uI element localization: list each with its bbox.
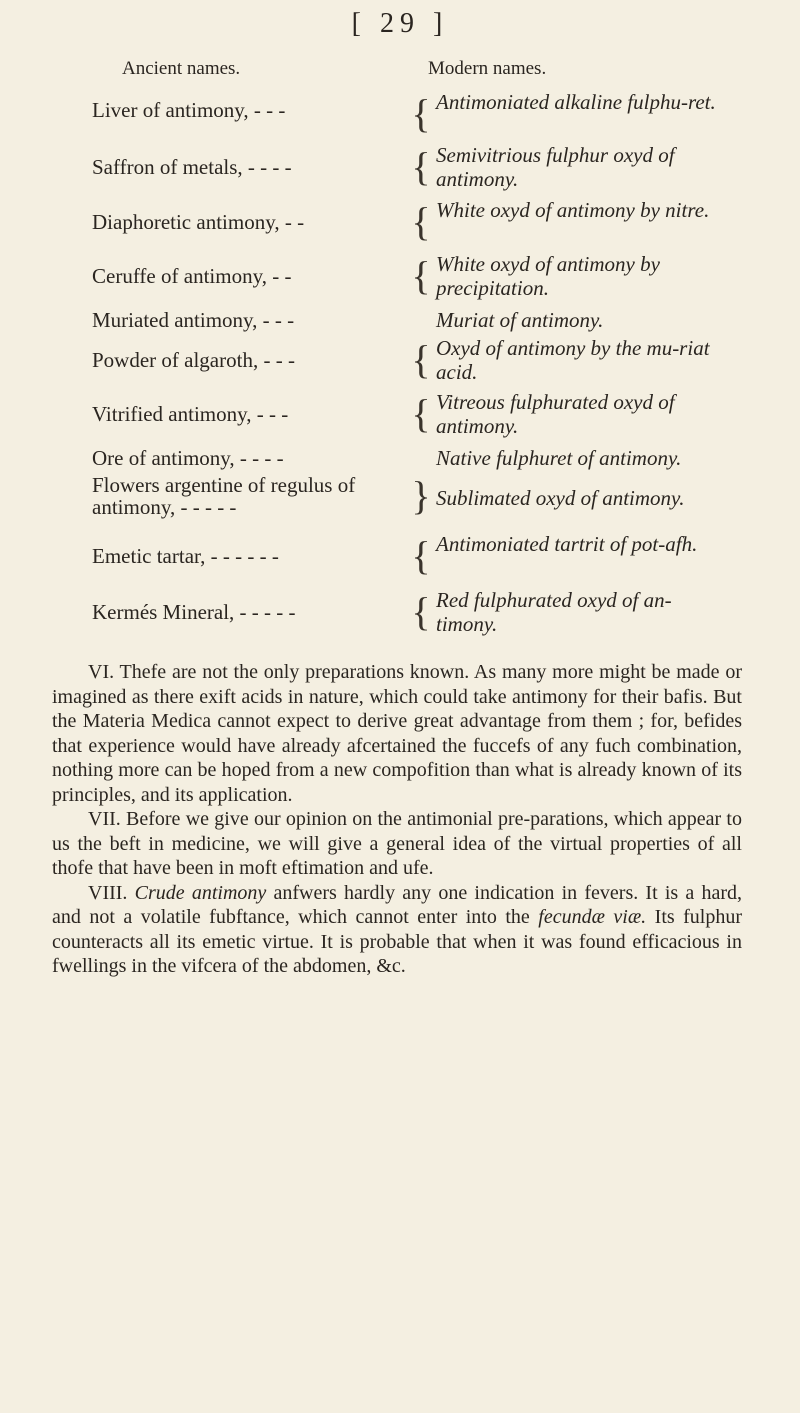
brace-icon: { — [411, 199, 431, 244]
ancient-name: Ceruffe of antimony, - - — [92, 264, 292, 288]
brace-icon: { — [411, 391, 431, 436]
term-crude-antimony: Crude antimony — [134, 881, 267, 904]
ancient-name: Muriated antimony, - - - — [92, 308, 295, 332]
brace-icon: { — [411, 144, 431, 189]
brace-icon: { — [411, 337, 431, 382]
paragraph-vii: VII. Before we give our opinion on the antimonial pre-parations, which appear to us the beft in medicine, we will give a general idea of the virtual properties of all thofe that have been in moft eftimation and ufe. — [52, 808, 742, 879]
paragraph-viii — [52, 881, 742, 979]
modern-name: White oxyd of antimony by nitre. — [436, 198, 710, 222]
brace-icon: } — [411, 473, 431, 518]
brace-icon: { — [411, 253, 431, 298]
ancient-name: Vitrified antimony, - - - — [92, 402, 289, 426]
modern-name: White oxyd of antimony by precipitation. — [436, 252, 660, 300]
brace-icon: { — [411, 589, 431, 634]
modern-name: Oxyd of antimony by the mu-riat acid. — [436, 336, 710, 384]
paragraph-viii-text-2: Its fulphur counteracts all its emetic virtue. It is probable that when it was found efficacious in fwellings in the vifcera of the abdomen, &c. — [52, 906, 743, 977]
modern-name: Sublimated oxyd of antimony. — [436, 486, 685, 510]
ancient-name: Flowers argentine of regulus of antimony, - - - - - — [92, 473, 356, 519]
term-fecundae-viae: fecundæ viæ. — [538, 906, 647, 928]
table-headers — [0, 58, 800, 88]
brace-icon: { — [411, 91, 431, 136]
modern-name: Red fulphurated oxyd of an-timony. — [436, 588, 672, 636]
modern-name: Antimoniated tartrit of pot-afh. — [436, 532, 698, 556]
modern-name: Muriat of antimony. — [436, 308, 604, 332]
ancient-name: Emetic tartar, - - - - - - — [92, 544, 279, 568]
ancient-name: Diaphoretic antimony, - - — [92, 210, 305, 234]
header-ancient-names: Ancient names. — [122, 58, 241, 79]
paragraph-viii-lead: VIII. — [88, 881, 128, 904]
modern-name: Native fulphuret of antimony. — [436, 446, 682, 470]
ancient-name: Powder of algaroth, - - - — [92, 348, 295, 372]
ancient-name: Ore of antimony, - - - - — [92, 446, 284, 470]
paragraph-viii-text-1: anfwers hardly any one indication in fevers. It is a hard, and not a volatile fubftance, which cannot enter into the — [52, 881, 743, 928]
modern-name: Vitreous fulphurated oxyd of antimony. — [436, 390, 675, 438]
ancient-name: Kermés Mineral, - - - - - — [92, 600, 296, 624]
paragraph-vi: VI. Thefe are not the only preparations known. As many more might be made or imagined as there exift acids in nature, which could take antimony for their bafis. But the Materia Medica cannot expect to derive great advantage from them ; for, befides that experience would have already afcertained the fuccefs of any fuch combination, nothing more can be hoped from a new compofition than what is already known of its principles, and its application. — [52, 661, 742, 806]
brace-icon: { — [411, 533, 431, 578]
body-text — [52, 660, 742, 979]
ancient-name: Liver of antimony, - - - — [92, 98, 286, 122]
page-number: [ 29 ] — [351, 8, 449, 39]
header-modern-names: Modern names. — [428, 58, 547, 79]
ancient-name: Saffron of metals, - - - - — [92, 155, 292, 179]
modern-name: Antimoniated alkaline fulphu-ret. — [436, 90, 716, 114]
modern-name: Semivitrious fulphur oxyd of antimony. — [436, 143, 675, 191]
